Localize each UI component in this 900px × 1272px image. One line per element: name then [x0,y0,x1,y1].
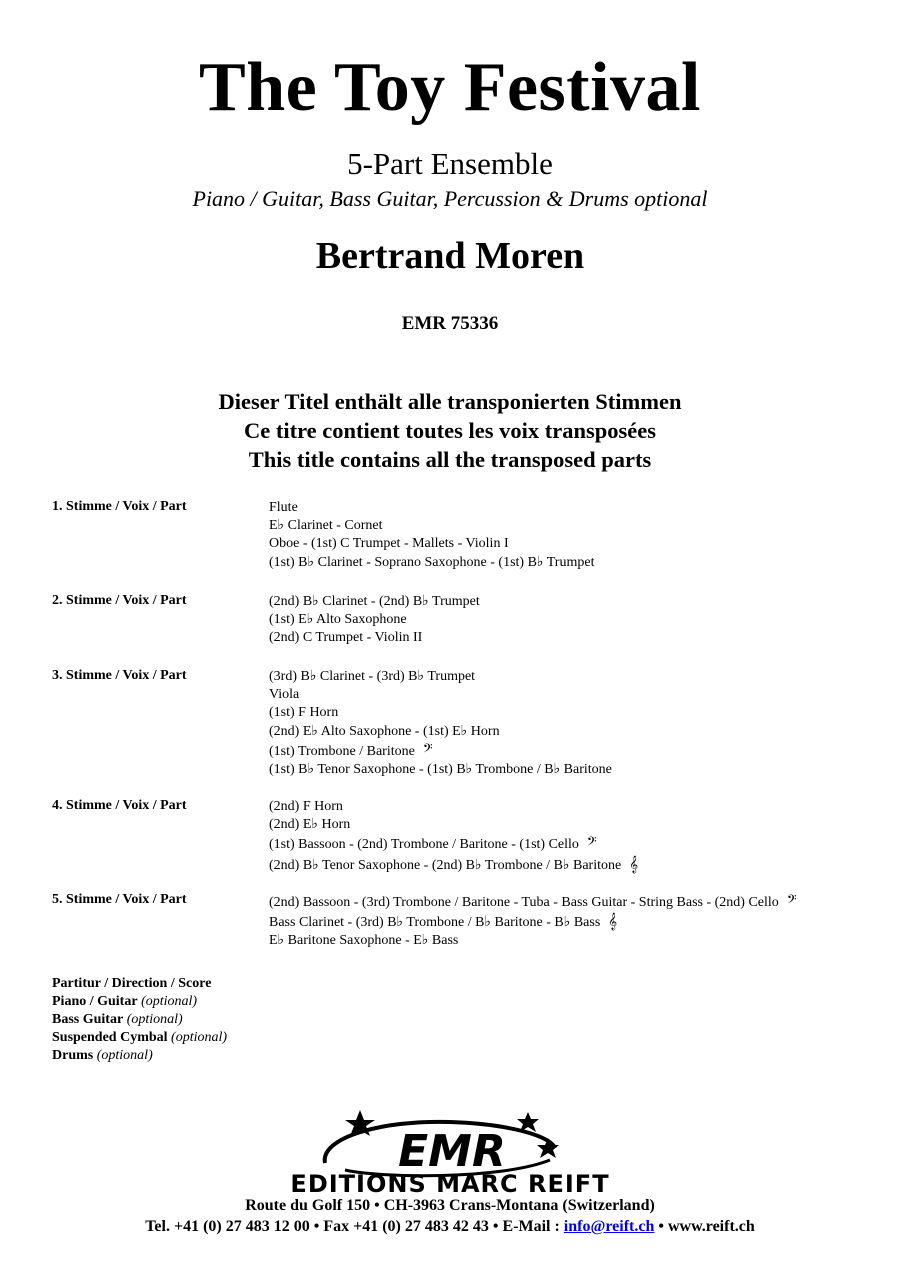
part-line [269,593,480,611]
subtitle: 5-Part Ensemble [347,146,553,181]
part-line-text: (1st) F Horn [269,705,339,721]
part-line [269,912,796,932]
publisher-address: Route du Golf 150 • CH-3963 Crans-Montana (Switzerland) [245,1197,655,1214]
part-line [269,892,796,912]
part-label: 3. Stimme / Voix / Part [52,668,187,683]
extra-part [52,1011,227,1029]
part-line [269,932,796,950]
part-line-text: Oboe - (1st) C Trumpet - Mallets - Violin I [269,536,509,552]
part-line [269,535,594,553]
extra-part [52,1047,227,1065]
part-line-text: (2nd) C Trumpet - Violin II [269,630,423,646]
extra-part [52,1029,227,1047]
bass-clef-icon: 𝄢 [422,740,433,759]
part-line-text: E♭ Clarinet - Cornet [269,518,383,534]
part-line-text: (2nd) E♭ Alto Saxophone - (1st) E♭ Horn [269,723,500,739]
website: • www.reift.ch [654,1218,755,1235]
part-line-text: (1st) B♭ Tenor Saxophone - (1st) B♭ Trombone / B♭ Baritone [269,762,612,778]
part-line [269,741,612,761]
part-line [269,816,638,834]
extra-part-note: (optional) [171,1030,228,1045]
part-label: 2. Stimme / Voix / Part [52,593,187,608]
part-line-text: Flute [269,500,298,515]
bass-clef-icon: 𝄢 [586,834,597,853]
part-line [269,629,480,647]
part-line [269,611,480,629]
part-line [269,517,594,535]
star-icon [537,1138,559,1158]
additional-parts [52,975,227,1065]
extra-part [52,975,227,993]
notice-english: This title contains all the transposed parts [248,447,652,472]
part-list [269,593,480,648]
instrumentation: Piano / Guitar, Bass Guitar, Percussion & Drums optional [192,186,708,211]
part-line-text: (2nd) E♭ Horn [269,817,351,833]
catalog-number: EMR 75336 [401,313,499,334]
part-line-text: (1st) B♭ Clarinet - Soprano Saxophone - (1st) B♭ Trumpet [269,554,595,570]
part-line [269,798,638,816]
treble-clef-icon: 𝄞 [629,854,639,873]
notice-french: Ce titre contient toutes les voix transposées [243,418,656,443]
email-link[interactable]: info@reift.ch [563,1218,655,1235]
extra-part-name: Suspended Cymbal [52,1030,168,1045]
part-line-text: (1st) E♭ Alto Saxophone [269,612,407,628]
part-list [269,499,594,572]
part-line [269,499,594,517]
part-line [269,668,612,686]
part-line [269,723,612,741]
bass-clef-icon: 𝄢 [786,892,797,910]
part-line-text: Viola [269,687,300,703]
part-line-text: (3rd) B♭ Clarinet - (3rd) B♭ Trumpet [269,669,476,684]
page-title: The Toy Festival [199,49,701,126]
part-label: 4. Stimme / Voix / Part [52,798,187,813]
extra-part-note: (optional) [96,1048,153,1063]
part-line-text: (2nd) Bassoon - (3rd) Trombone / Baritone - Tuba - Bass Guitar - String Bass - (2nd) Cello [269,895,779,910]
notice-german: Dieser Titel enthält alle transponierten Stimmen [218,389,682,414]
extra-part-name: Partitur / Direction / Score [52,976,212,991]
part-line-text: (2nd) F Horn [269,799,343,814]
publisher-name: EDITIONS MARC REIFT [290,1170,610,1198]
part-line-text: E♭ Baritone Saxophone - E♭ Bass [269,933,459,949]
composer: Bertrand Moren [315,235,585,277]
part-line-text: (2nd) B♭ Tenor Saxophone - (2nd) B♭ Trombone / B♭ Baritone [269,857,622,873]
part-line-text: (1st) Bassoon - (2nd) Trombone / Baritone - (1st) Cello [269,837,579,853]
part-line [269,704,612,722]
contact-phone-fax: Tel. +41 (0) 27 483 12 00 • Fax +41 (0) 27 483 42 43 • E-Mail : [145,1218,564,1235]
extra-part-name: Piano / Guitar [52,994,138,1009]
part-list [269,798,638,875]
part-line [269,834,638,854]
part-line [269,761,612,779]
part-line-text: (2nd) B♭ Clarinet - (2nd) B♭ Trumpet [269,594,480,609]
logo-text: EMR [398,1126,506,1177]
part-label: 5. Stimme / Voix / Part [52,892,187,907]
part-line [269,554,594,572]
part-label: 1. Stimme / Voix / Part [52,499,187,514]
part-line [269,855,638,875]
part-list [269,892,796,951]
publisher-contact [0,1218,900,1236]
part-line-text: Bass Clarinet - (3rd) B♭ Trombone / B♭ Baritone - B♭ Bass [269,915,601,931]
treble-clef-icon: 𝄞 [608,912,618,931]
extra-part-note: (optional) [141,994,198,1009]
part-list [269,668,612,779]
extra-part [52,993,227,1011]
extra-part-note: (optional) [126,1012,183,1027]
extra-part-name: Drums [52,1048,94,1063]
part-line [269,686,612,704]
part-line-text: (1st) Trombone / Baritone [269,743,415,759]
extra-part-name: Bass Guitar [52,1012,124,1027]
